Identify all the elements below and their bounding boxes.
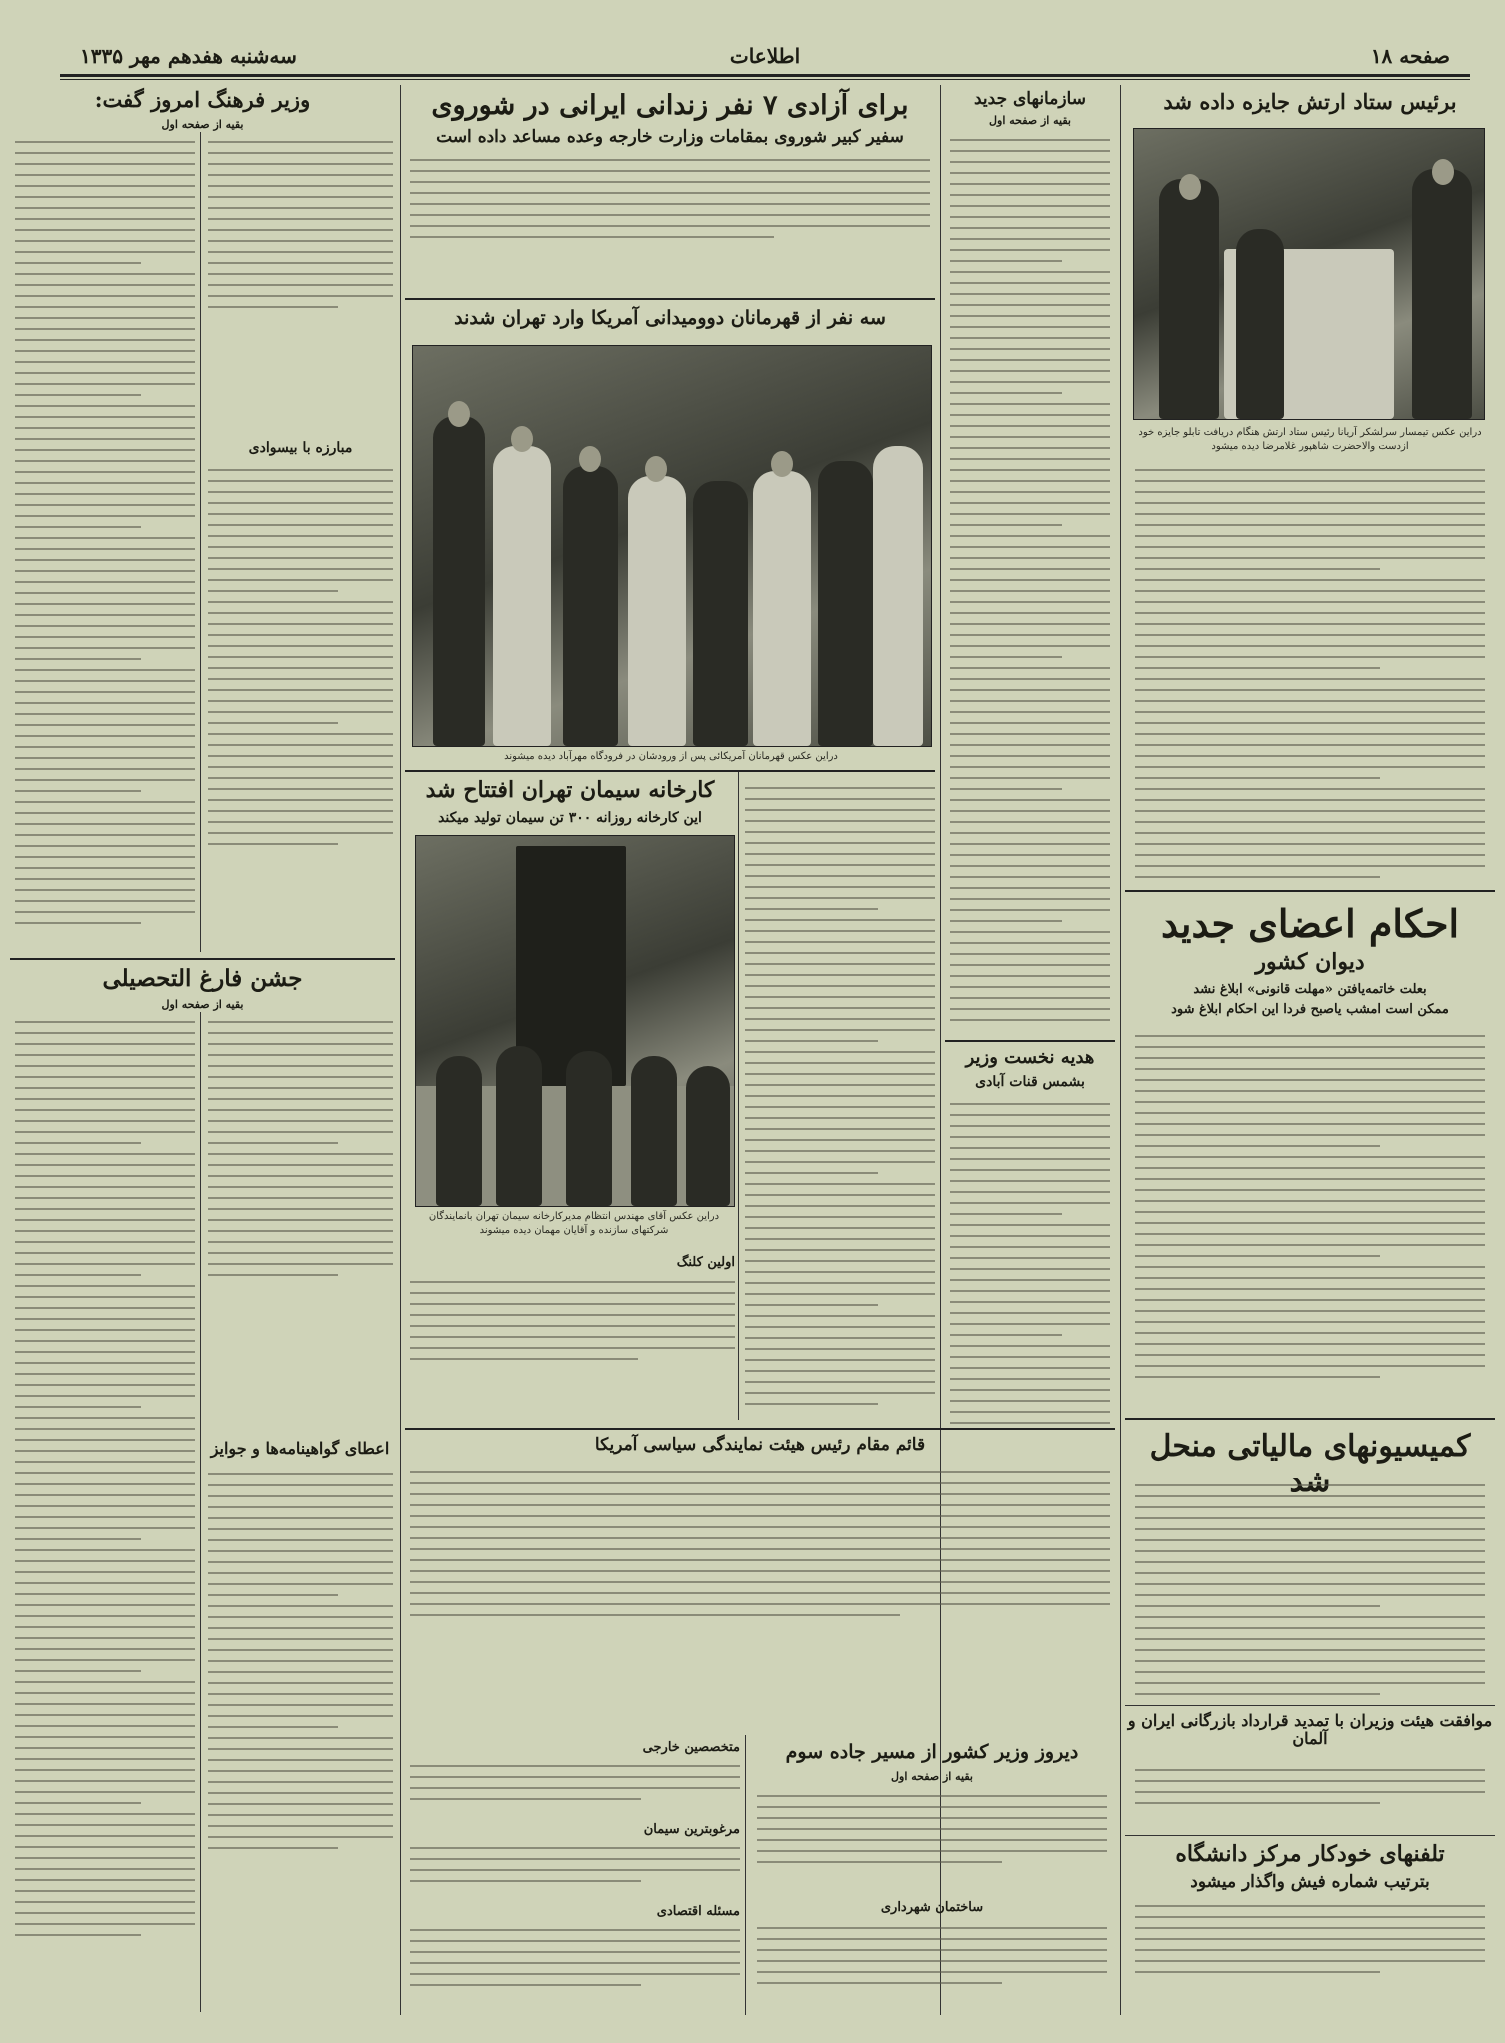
headline-athletes: سه نفر از قهرمانان دوومیدانی آمریکا وارد تهران شدند: [454, 307, 886, 329]
masthead: [60, 22, 1470, 82]
headline-pm-gift: هدیه نخست وزیر: [965, 1047, 1095, 1068]
section-rule: [1125, 1705, 1495, 1706]
decrees-subhead-2: ممکن است امشب یاصبح فردا این احکام ابلاغ شود: [1171, 1002, 1449, 1017]
cement-subhead-economy: مسئله اقتصادی: [656, 1904, 740, 1919]
article-graduation-body-b: [208, 1012, 393, 1432]
headline-decrees: احکام اعضای جدید: [1160, 901, 1460, 946]
article-interior-body: [757, 1786, 1107, 1896]
photo-athletes-caption: دراین عکس قهرمانان آمریکائی پس از ورودشان در فرودگاه مهرآباد دیده میشوند: [504, 751, 838, 762]
culture-subhead-literacy: مبارزه با بیسوادی: [248, 440, 353, 456]
paper-name: اطلاعات: [729, 44, 801, 68]
headline-university-phones: تلفنهای خودکار مرکز دانشگاه: [1175, 1841, 1445, 1867]
column-divider: [400, 85, 401, 2015]
article-organizations-body: [950, 130, 1110, 1030]
column-divider: [738, 770, 739, 1420]
article-pm-gift-body: [950, 1094, 1110, 1424]
headline-graduation: جشن فارغ التحصیلی: [102, 965, 303, 992]
section-rule: [1125, 890, 1495, 892]
photo-award: [1133, 128, 1485, 420]
headline-germany-trade: موافقت هیئت وزیران با تمدید قرارداد بازرگانی ایران و آلمان: [1127, 1711, 1493, 1749]
article-germany-body: [1135, 1760, 1485, 1830]
issue-date: سه‌شنبه هفدهم مهر ۱۳۳۵: [80, 44, 297, 68]
article-certificates-body: [208, 1464, 393, 2012]
cement-subhead-experts: متخصصین خارجی: [642, 1740, 740, 1755]
article-prisoners-body: [410, 150, 930, 300]
headline-culture-minister: وزیر فرهنگ امروز گفت:: [94, 87, 311, 112]
university-phones-subhead: بترتیب شماره فیش واگذار میشود: [1190, 1872, 1430, 1892]
interior-minister-subhead: بقیه از صفحه اول: [891, 1770, 973, 1783]
photo-cement-factory: [415, 835, 735, 1207]
article-cement-body: [410, 1272, 735, 1422]
section-rule: [10, 958, 395, 960]
article-literacy-body: [208, 460, 393, 952]
headline-new-organizations: سازمانهای جدید: [974, 89, 1086, 109]
article-culture-body-b: [208, 132, 393, 432]
article-economy-body: [410, 1920, 740, 2015]
headline-us-envoy: قائم مقام رئیس هیئت نمایندگی سیاسی آمریکا: [594, 1435, 926, 1455]
cement-subhead-quality: مرغوبترین سیمان: [643, 1822, 740, 1837]
cement-subhead-first-pick: اولین کلنگ: [676, 1255, 735, 1270]
column-divider: [745, 1735, 746, 2015]
article-phones-body: [1135, 1896, 1485, 2011]
headline-certificates: اعطای گواهینامه‌ها و جوایز: [210, 1439, 390, 1458]
new-organizations-subhead: بقیه از صفحه اول: [989, 114, 1071, 127]
graduation-subhead: بقیه از صفحه اول: [161, 998, 244, 1011]
interior-subhead-municipality: ساختمان شهرداری: [880, 1900, 984, 1915]
section-rule: [405, 770, 935, 772]
photo-award-caption: دراین عکس تیمسار سرلشکر آریانا رئیس ستاد ارتش هنگام دریافت تابلو جایزه خود ازدست والاحضرت شاهپور غلامرضا دیده میشود: [1138, 427, 1482, 452]
prisoners-subhead: سفیر کبیر شوروی بمقامات وزارت خارجه وعده مساعد داده است: [436, 127, 904, 147]
decrees-subhead-1: بعلت خاتمه‌یافتن «مهلت قانونی» ابلاغ نشد: [1193, 982, 1427, 997]
masthead-rule: [60, 74, 1470, 77]
article-graduation-body-a: [15, 1012, 195, 2012]
section-rule: [1125, 1418, 1495, 1420]
section-rule: [405, 1428, 1115, 1430]
page-number: صفحه ۱۸: [1370, 44, 1450, 68]
article-tax-body: [1135, 1475, 1485, 1700]
column-divider: [200, 1012, 201, 2012]
article-experts-body: [410, 1756, 740, 1816]
section-rule: [945, 1040, 1115, 1042]
article-award-body: [1135, 460, 1485, 880]
culture-minister-subhead: بقیه از صفحه اول: [161, 118, 244, 131]
headline-prisoners: برای آزادی ۷ نفر زندانی ایرانی در شوروی: [431, 90, 909, 121]
column-divider: [1120, 85, 1121, 2015]
section-rule: [1125, 1835, 1495, 1836]
article-athletes-body: [745, 778, 935, 1428]
column-divider: [200, 132, 201, 952]
article-decrees-body: [1135, 1026, 1485, 1406]
article-municipality-body: [757, 1918, 1107, 2013]
pm-gift-subhead: بشمس قنات آبادی: [975, 1074, 1085, 1090]
headline-interior-minister: دیروز وزیر کشور از مسیر جاده سوم: [785, 1741, 1079, 1763]
photo-cement-caption: دراین عکس آقای مهندس انتظام مدیرکارخانه سیمان تهران بانمایندگان شرکتهای سازنده و آقایان مهمان دیده میشوند: [428, 1211, 720, 1236]
cement-factory-subhead: این کارخانه روزانه ۳۰۰ تن سیمان تولید میکند: [438, 810, 702, 826]
headline-tax-commissions: کمیسیونهای مالیاتی منحل شد: [1149, 1429, 1471, 1499]
article-culture-body-a: [15, 132, 195, 952]
section-rule: [405, 298, 935, 300]
headline-decrees-sub: دیوان کشور: [1255, 949, 1365, 975]
article-us-envoy-body: [410, 1462, 1110, 1727]
article-quality-body: [410, 1838, 740, 1898]
headline-award: برئیس ستاد ارتش جایزه داده شد: [1163, 89, 1457, 114]
masthead-rule-thin: [60, 79, 1470, 80]
headline-cement-factory: کارخانه سیمان تهران افتتاح شد: [425, 777, 715, 803]
photo-athletes: [412, 345, 932, 747]
